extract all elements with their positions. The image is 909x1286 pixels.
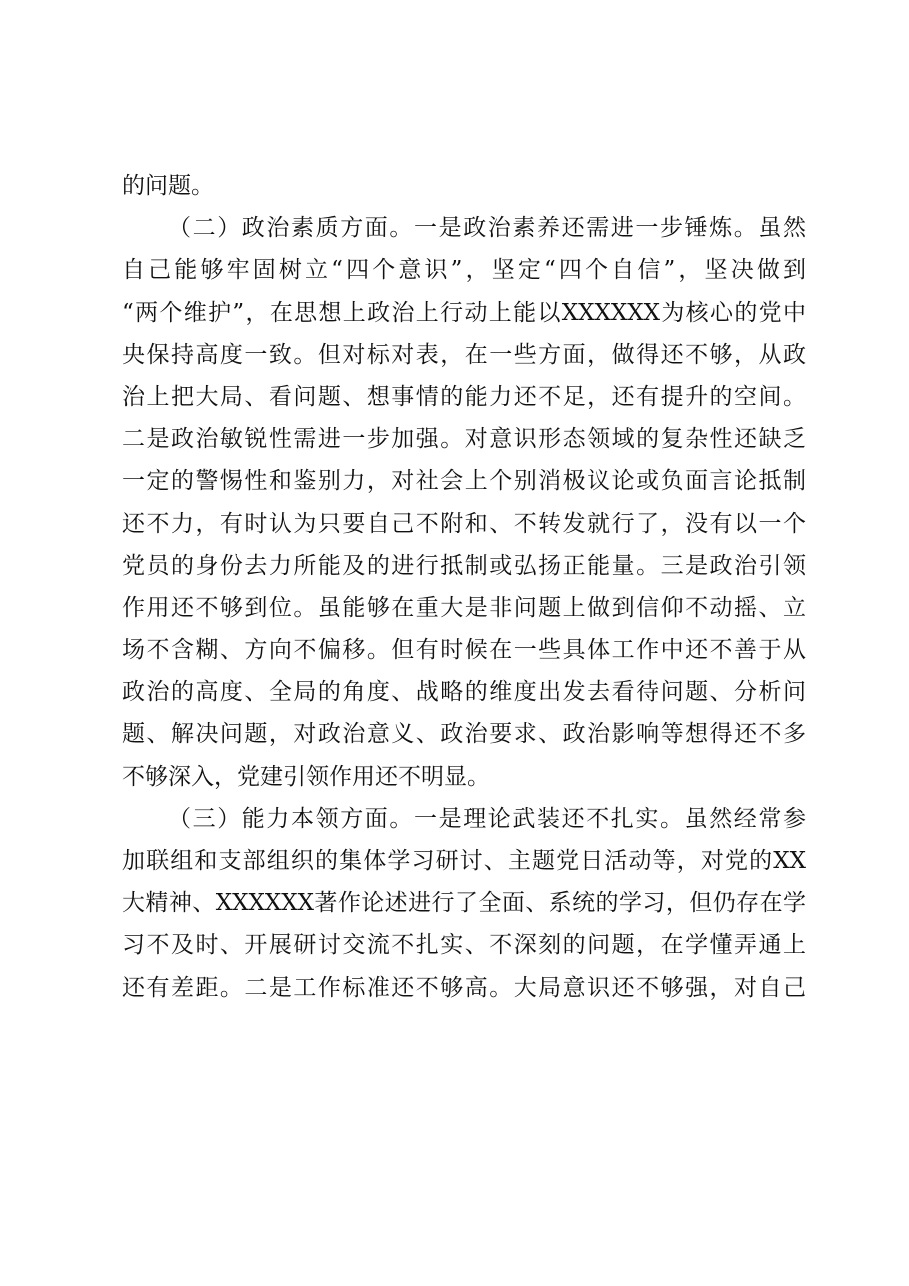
text-line: 政治的高度、全局的角度、战略的维度出发去看待问题、分析问 xyxy=(122,679,806,706)
text-line: 党员的身份去力所能及的进行抵制或弘扬正能量。三是政治引领 xyxy=(122,552,806,579)
text-line: 还有差距。二是工作标准还不够高。大局意识还不够强，对自己 xyxy=(122,974,806,1001)
text-line: “两个维护”，在思想上政治上行动上能以XXXXXX为核心的党中 xyxy=(122,299,806,326)
text-line: 场不含糊、方向不偏移。但有时候在一些具体工作中还不善于从 xyxy=(122,637,806,664)
body-text xyxy=(122,165,806,1009)
text-line: 的问题。 xyxy=(122,173,214,199)
text-line: 自己能够牢固树立“四个意识”，坚定“四个自信”，坚决做到 xyxy=(122,257,806,284)
text-line: 大精神、XXXXXX著作论述进行了全面、系统的学习，但仍存在学 xyxy=(122,890,806,917)
text-line: 治上把大局、看问题、想事情的能力还不足，还有提升的空间。 xyxy=(122,383,806,410)
text-line: 还不力，有时认为只要自己不附和、不转发就行了，没有以一个 xyxy=(122,510,806,537)
text-line: 作用还不够到位。虽能够在重大是非问题上做到信仰不动摇、立 xyxy=(122,594,806,621)
text-line: （二）政治素质方面。一是政治素养还需进一步锤炼。虽然 xyxy=(168,215,806,242)
text-line: （三）能力本领方面。一是理论武装还不扎实。虽然经常参 xyxy=(168,805,806,832)
text-line: 一定的警惕性和鉴别力，对社会上个别消极议论或负面言论抵制 xyxy=(122,468,806,495)
text-line: 二是政治敏锐性需进一步加强。对意识形态领域的复杂性还缺乏 xyxy=(122,426,806,453)
text-line: 习不及时、开展研讨交流不扎实、不深刻的问题，在学懂弄通上 xyxy=(122,932,806,959)
text-line: 加联组和支部组织的集体学习研讨、主题党日活动等，对党的XX xyxy=(122,848,806,874)
text-line: 不够深入，党建引领作用还不明显。 xyxy=(122,763,490,790)
text-line: 题、解决问题，对政治意义、政治要求、政治影响等想得还不多 xyxy=(122,721,806,748)
text-line: 央保持高度一致。但对标对表，在一些方面，做得还不够，从政 xyxy=(122,341,806,368)
